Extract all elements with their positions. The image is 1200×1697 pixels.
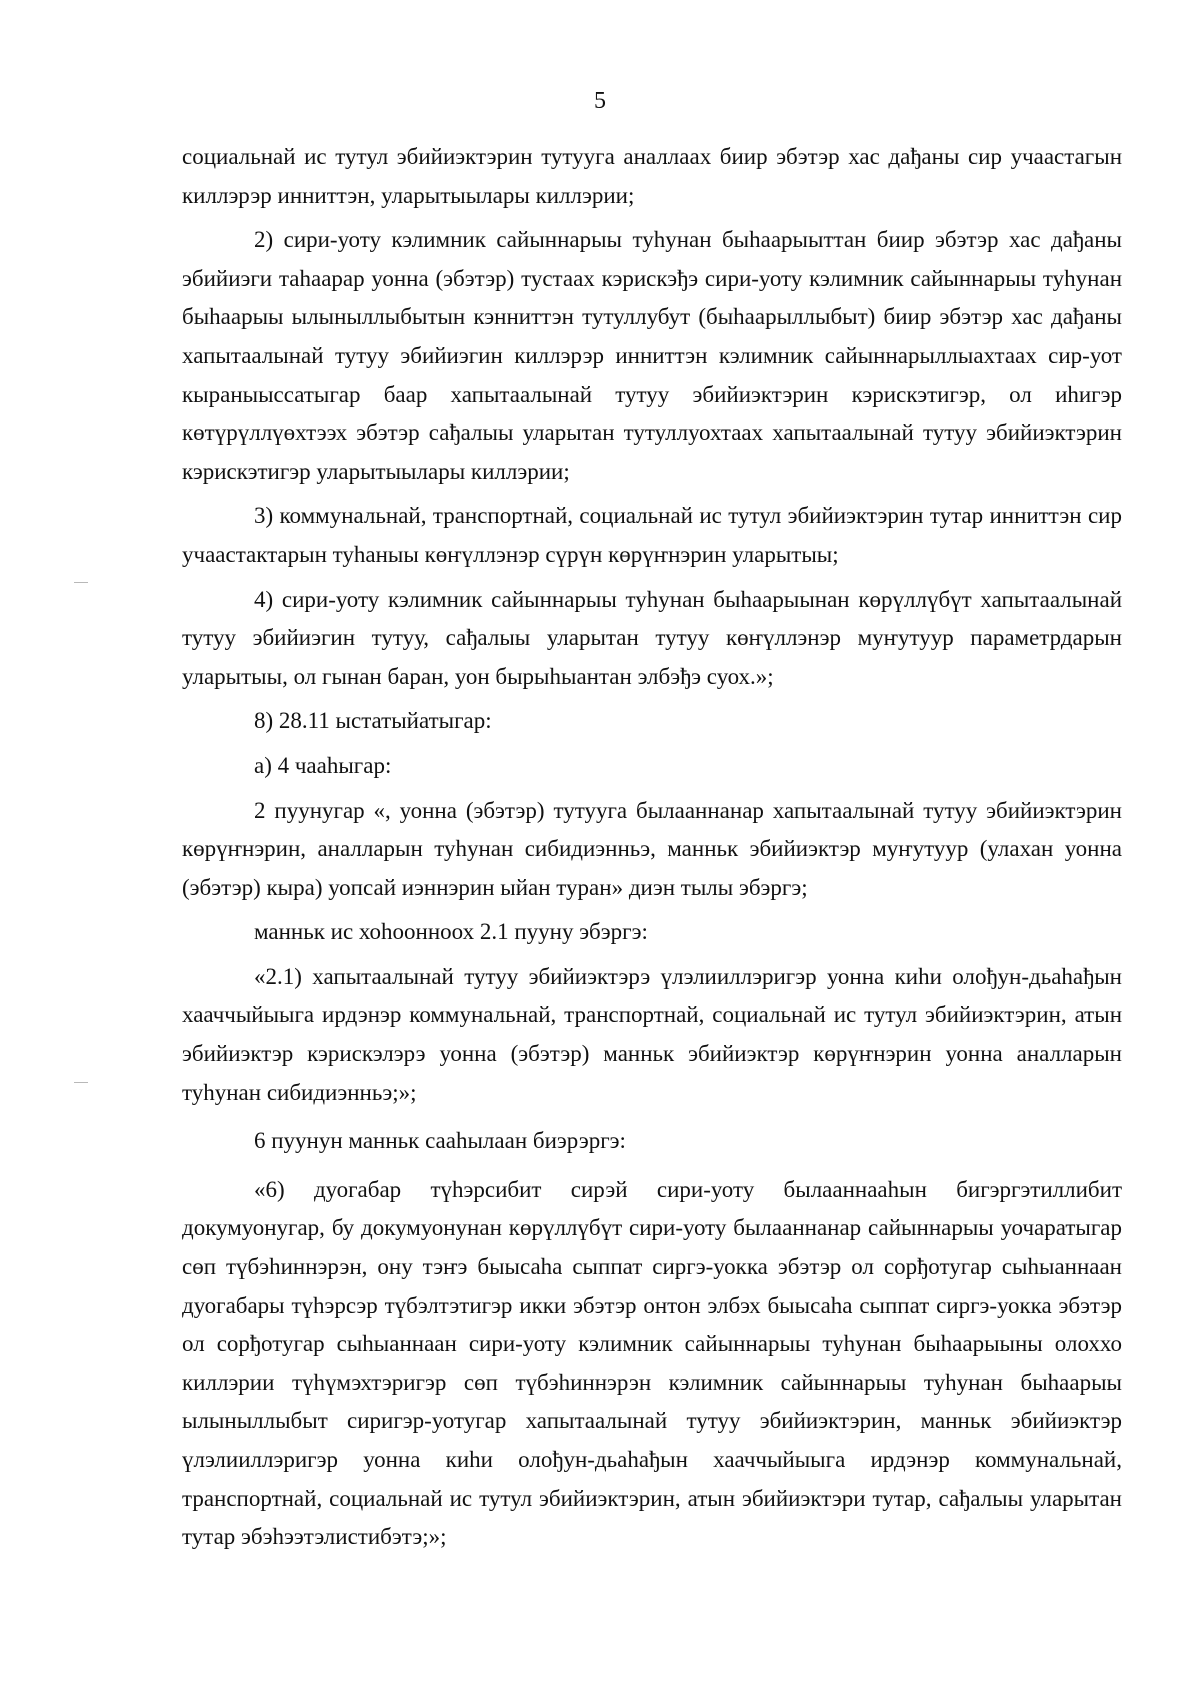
paragraph-article-28-11: 8) 28.11 ыстатыйатыгар: — [254, 708, 492, 734]
paragraph-continuation: социальнай ис тутул эбийиэктэрин тутууга аналлаах биир эбэтэр хас дађаны сир учаастагын киллэрэр инниттэн, уларытыылары киллэрии; — [182, 144, 1122, 208]
paragraph-part-4: а) 4 чааһыгар: — [254, 752, 392, 778]
paragraph-item-2: 2) сири-уоту кэлимник сайыннарыы туһунан быһаарыыттан биир эбэтэр хас дађаны эбийиэги таһаарар уонна (эбэтэр) тустаах кэрискэђэ сири-уоту кэлимник сайыннарыы туһунан быһаарыы ылыныллыбытын кэнниттэн тутуллубут (быһаарыллыбыт) биир эбэтэр хас дађаны хапытаалынай тутуу эбийиэгин киллэрэр инниттэн кэлимник сайыннарыллыахтаах сир-уот кыраныыссатыгар баар хапытаалынай тутуу эбийиэктэрин кэрискэтигэр, ол иһигэр көтүрүллүөхтээх эбэтэр сађалыы уларытан тутуллуохтаах хапытаалынай тутуу эбийиэктэрин кэрискэтигэр уларытыылары киллэрии; — [182, 227, 1122, 484]
scan-margin-mark — [74, 1082, 88, 1083]
paragraph-item-4: 4) сири-уоту кэлимник сайыннарыы туһунан быһаарыынан көрүллүбүт хапытаалынай тутуу эбийиэгин тутуу, сађалыы уларытан тутуу көҥүллэнэр муҥутуур параметрдарын уларытыы, ол гынан баран, уон бырыһыантан элбэђэ суох.»; — [182, 586, 1122, 689]
scan-margin-mark — [74, 582, 88, 583]
paragraph-point-2: 2 пуунугар «, уонна (эбэтэр) тутууга былааннанар хапытаалынай тутуу эбийиэктэрин көрүҥнэрин, аналларын туһунан сибидиэнньэ, манньк эбийиэктэр муҥутуур (улахан уонна (эбэтэр) кыра) уопсай иэннэрин ыйан туран» диэн тылы эбэргэ; — [182, 797, 1122, 900]
page-number: 5 — [594, 88, 606, 114]
paragraph-point-6-text: «6) дуогабар түһэрсибит сирэй сири-уоту былааннааһын бигэргэтиллибит докумуонугар, бу докумуонунан көрүллүбүт сири-уоту былааннанар сайыннарыы уочаратыгар сөп түбэһиннэрэн, ону тэҥэ быысаһа сыппат сиргэ-уокка эбэтэр ол сорђотугар сыһыаннаан дуогабары түһэрсэр түбэлтэтигэр икки эбэтэр онтон элбэх быысаһа сыппат сиргэ-уокка эбэтэр ол сорђотугар сыһыаннаан сири-уоту кэлимник сайыннарыы туһунан быһаарыыны олоххо киллэрии түһүмэхтэригэр сөп түбэһиннэрэн кэлимник сайыннарыы туһунан быһаарыы ылыныллыбыт сиригэр-уотугар хапытаалынай тутуу эбийиэктэрин, манньк эбийиэктэр үлэлииллэригэр уонна киһи олођун-дьаһађын хааччыйыыга ирдэнэр коммунальнай, транспортнай, социальнай ис тутул эбийиэктэрин, атын эбийиэктэри тутар, сађалыы уларытан тутар эбэһээтэлистибэтэ;»; — [182, 1176, 1122, 1550]
paragraph-item-3: 3) коммунальнай, транспортнай, социальнай ис тутул эбийиэктэрин тутар инниттэн сир учаастактарын туһаныы көҥүллэнэр сүрүн көрүҥнэрин уларытыы; — [182, 503, 1122, 567]
paragraph-point-2-1-text: «2.1) хапытаалынай тутуу эбийиэктэрэ үлэлииллэригэр уонна киһи олођун-дьаһађын хааччыйыыга ирдэнэр коммунальнай, транспортнай, социальнай ис тутул эбийиэктэрин, атын эбийиэктэр кэрискэлэрэ уонна (эбэтэр) манньк эбийиэктэр көрүҥнэрин уонна аналларын туһунан сибидиэнньэ;»; — [182, 963, 1122, 1105]
paragraph-point-6-intro: 6 пуунун манньк сааһылаан биэрэргэ: — [254, 1128, 626, 1154]
paragraph-add-point-2-1: манньк ис хоһоонноох 2.1 пууну эбэргэ: — [254, 919, 648, 945]
document-body — [182, 138, 1122, 1557]
